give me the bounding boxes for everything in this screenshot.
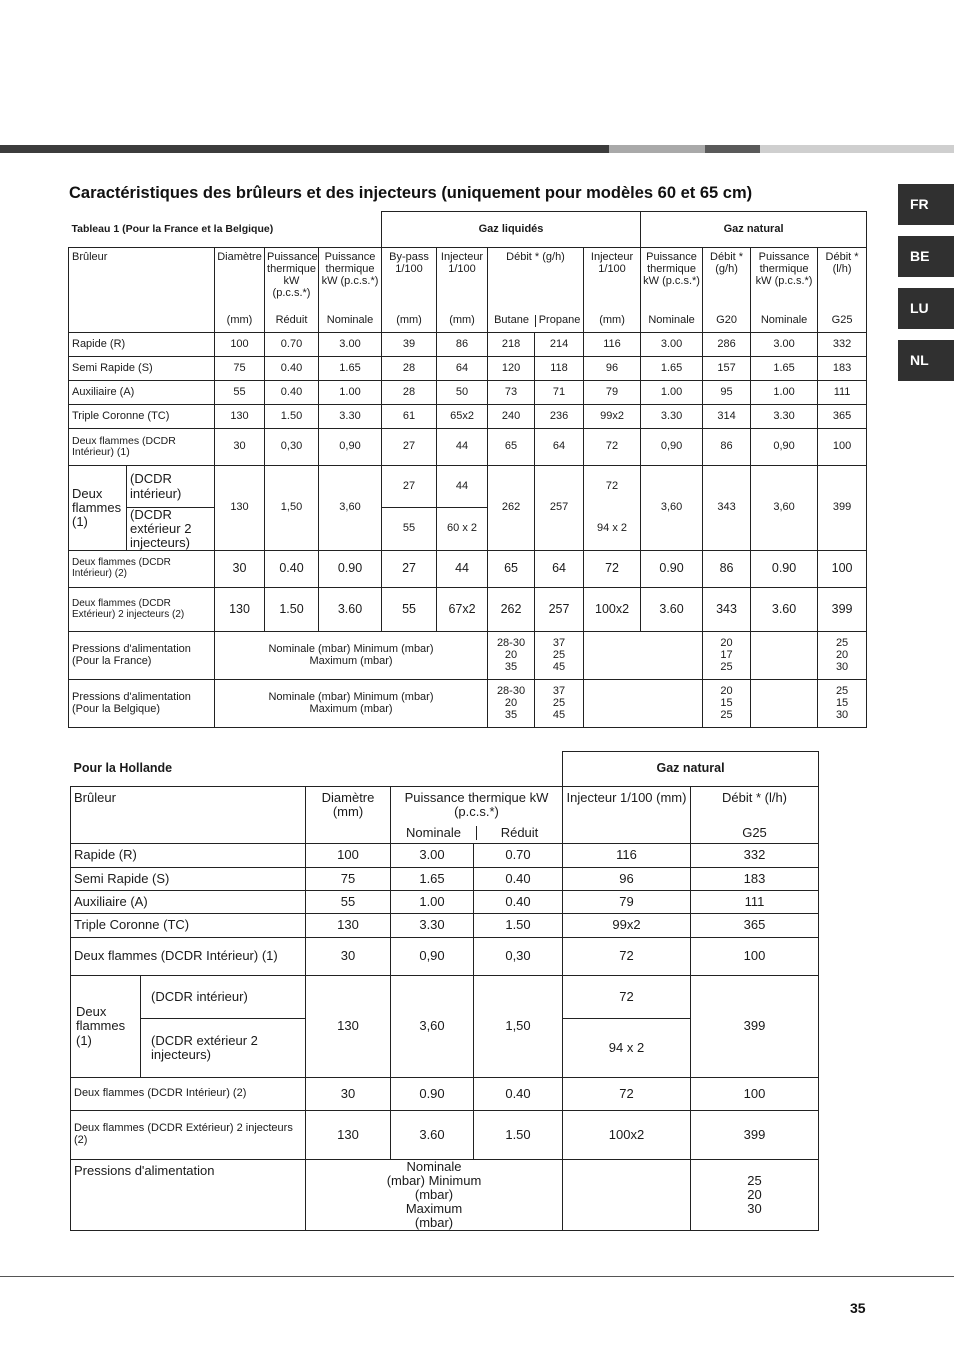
table-row <box>69 333 867 357</box>
row-label: Deux flammes (1) <box>69 466 127 551</box>
table-row <box>69 680 867 728</box>
pressure-value: 35 <box>504 660 518 673</box>
group-header-ng: Gaz natural <box>563 752 819 787</box>
table-cell: 218 <box>488 333 535 357</box>
col-header-text: Puissance thermique kW (p.c.s.*) <box>643 251 700 287</box>
table-cell: 94 x 2 <box>563 1019 691 1078</box>
col-header-reduit: Réduit <box>500 824 539 840</box>
pressure-value: 25 <box>747 1173 762 1189</box>
table-cell <box>535 632 584 680</box>
table-cell: 39 <box>382 333 437 357</box>
col-header-unit: G20 <box>716 314 737 327</box>
col-header-text: Puissance thermique kW (p.c.s.*) <box>267 251 318 299</box>
pressure-value: 37 <box>552 636 566 649</box>
table-cell: 44 <box>437 429 488 466</box>
group-header-lpg: Gaz liquidés <box>382 212 641 248</box>
table-cell: 3.00 <box>641 333 703 357</box>
table-cell: 100 <box>691 1078 819 1111</box>
pressure-value: 30 <box>747 1201 762 1217</box>
pressure-value: 15 <box>720 696 733 709</box>
table-cell <box>751 632 818 680</box>
table-cell: 0.90 <box>319 551 382 588</box>
pressure-value: 25 <box>835 636 849 649</box>
table-cell: 95 <box>703 381 751 405</box>
table-cell: 100x2 <box>563 1111 691 1160</box>
col-header-text: Puissance thermique kW (p.c.s.*) <box>321 251 379 287</box>
table-cell: 399 <box>691 1111 819 1160</box>
table-cell <box>535 680 584 728</box>
table-cell: 0.90 <box>641 551 703 588</box>
col-header-bruleur: Brûleur <box>69 248 215 333</box>
table-row <box>69 357 867 381</box>
table-cell <box>691 1160 819 1231</box>
table-cell: 79 <box>563 891 691 914</box>
table-cell: 60 x 2 <box>437 508 488 551</box>
col-header-text: Diamètre <box>217 251 262 263</box>
pressure-value: 28-30 <box>496 684 526 697</box>
table-cell: 0.70 <box>265 333 319 357</box>
table-cell: 332 <box>691 844 819 868</box>
table-cell: 3.30 <box>319 405 382 429</box>
row-label: Rapide (R) <box>71 844 306 868</box>
table-cell: 0.90 <box>751 551 818 588</box>
table-cell: 314 <box>703 405 751 429</box>
row-label: Triple Coronne (TC) <box>71 914 306 938</box>
table-cell: 61 <box>382 405 437 429</box>
pressure-value: 30 <box>835 660 849 673</box>
table-cell: 111 <box>691 891 819 914</box>
table-cell: 3,60 <box>751 466 818 551</box>
table-cell: 64 <box>437 357 488 381</box>
table-cell: 1.65 <box>641 357 703 381</box>
header-bar-dark2 <box>705 145 760 153</box>
pressure-value: 25 <box>552 648 566 661</box>
col-header-unit: Nominale <box>760 314 808 327</box>
table-cell: 99x2 <box>563 914 691 938</box>
table-cell: 28 <box>382 381 437 405</box>
table-cell: 96 <box>584 357 641 381</box>
pressure-value: 45 <box>552 660 566 673</box>
table-cell: 55 <box>306 891 391 914</box>
table-cell: 0.40 <box>474 891 563 914</box>
col-header-unit: G25 <box>742 824 767 840</box>
col-header-ng-injecteur <box>584 248 641 333</box>
row-label: Auxiliaire (A) <box>69 381 215 405</box>
table-cell: 3,60 <box>641 466 703 551</box>
col-header-text: Puissance thermique kW (p.c.s.*) <box>404 790 549 820</box>
table-cell: 30 <box>215 429 265 466</box>
table-cell: 3.30 <box>391 914 474 938</box>
col-header-puissance <box>391 787 563 844</box>
col-header-diametre: Diamètre (mm) <box>306 787 391 844</box>
row-sublabel: (DCDR intérieur) <box>127 466 215 508</box>
pressure-value: 25 <box>720 708 733 721</box>
table-cell: 65 <box>488 429 535 466</box>
col-header-text: Débit * (g/h) <box>506 251 565 263</box>
col-header-unit: Réduit <box>275 314 308 327</box>
table-cell: 50 <box>437 381 488 405</box>
table-cell: 30 <box>306 938 391 976</box>
col-header-debit <box>488 248 584 333</box>
table-cell: 183 <box>691 868 819 891</box>
pressure-names: Nominale (mbar) Minimum (mbar) Maximum (mbar) <box>215 680 488 728</box>
table-cell: 65 <box>488 551 535 588</box>
table-cell: 64 <box>535 551 584 588</box>
col-header-injecteur: Injecteur 1/100 (mm) <box>563 787 691 844</box>
table-cell: 65x2 <box>437 405 488 429</box>
table-cell: 79 <box>584 381 641 405</box>
table-cell: 118 <box>535 357 584 381</box>
table-cell: 0,90 <box>319 429 382 466</box>
col-header-diametre <box>215 248 265 333</box>
tab-lu[interactable]: LU <box>898 288 954 329</box>
table-cell: 0,90 <box>641 429 703 466</box>
table-cell: 44 <box>437 551 488 588</box>
col-header-ng-debit-g20 <box>703 248 751 333</box>
col-header-nominale: Nominale <box>391 826 477 840</box>
col-header-unit: G25 <box>831 314 853 327</box>
table-cell: 0.40 <box>265 357 319 381</box>
tab-fr[interactable]: FR <box>898 184 954 225</box>
pressure-value: 25 <box>835 684 849 697</box>
pressure-value: 20 <box>504 648 518 661</box>
table-cell: 0.40 <box>474 1078 563 1111</box>
table-cell: 1.00 <box>391 891 474 914</box>
row-label: Deux flammes (1) <box>71 976 141 1078</box>
col-header-text: Débit * (l/h) <box>721 790 788 805</box>
table-cell: 100 <box>215 333 265 357</box>
pressure-value: 20 <box>504 696 518 709</box>
table-cell: 130 <box>215 405 265 429</box>
table-cell: 286 <box>703 333 751 357</box>
pressure-value: 45 <box>552 708 566 721</box>
table-cell: 64 <box>535 429 584 466</box>
table-cell: 3.60 <box>391 1111 474 1160</box>
table-row <box>71 1111 819 1160</box>
table-cell: 1.50 <box>265 588 319 632</box>
table-cell: 0,30 <box>474 938 563 976</box>
table-cell: 257 <box>535 466 584 551</box>
table-cell: 27 <box>382 429 437 466</box>
row-sublabel: (DCDR extérieur 2 injecteurs) <box>127 508 215 551</box>
table-cell: 343 <box>703 588 751 632</box>
tab-be[interactable]: BE <box>898 236 954 277</box>
table-cell: 72 <box>584 466 641 508</box>
table-cell: 365 <box>691 914 819 938</box>
pressure-value: 25 <box>552 696 566 709</box>
table-cell: 1.00 <box>319 381 382 405</box>
table-cell: 96 <box>563 868 691 891</box>
table-cell: 55 <box>382 508 437 551</box>
table-cell: 100 <box>306 844 391 868</box>
row-label: Triple Coronne (TC) <box>69 405 215 429</box>
col-header-text: Puissance thermique kW (p.c.s.*) <box>755 251 813 287</box>
table-cell: 3.30 <box>641 405 703 429</box>
table-cell: 0,90 <box>751 429 818 466</box>
table-row <box>71 1078 819 1111</box>
table-row <box>71 976 819 1019</box>
table-cell: 75 <box>306 868 391 891</box>
col-header-bruleur: Brûleur <box>71 787 306 844</box>
page-title: Caractéristiques des brûleurs et des injecteurs (uniquement pour modèles 60 et 65 cm) <box>69 184 753 202</box>
table-cell: 130 <box>215 466 265 551</box>
table-cell <box>751 680 818 728</box>
table-cell: 3.60 <box>751 588 818 632</box>
table-cell: 67x2 <box>437 588 488 632</box>
table-cell: 130 <box>306 1111 391 1160</box>
table-cell: 100 <box>691 938 819 976</box>
table-cell: 30 <box>306 1078 391 1111</box>
header-bar-light <box>760 145 954 153</box>
page-number: 35 <box>850 1300 866 1316</box>
col-header-injecteur <box>437 248 488 333</box>
table-cell: 73 <box>488 381 535 405</box>
header-bar-dark <box>0 145 609 153</box>
table-cell: 1.65 <box>319 357 382 381</box>
table-cell <box>488 680 535 728</box>
table-cell: 332 <box>818 333 867 357</box>
table-cell: 1.00 <box>751 381 818 405</box>
col-header-puissance-reduit <box>265 248 319 333</box>
col-header-text: Injecteur 1/100 <box>440 251 484 275</box>
table-cell <box>563 1160 691 1231</box>
row-label: Semi Rapide (S) <box>71 868 306 891</box>
burner-table-netherlands <box>70 751 819 1231</box>
row-sublabel: (DCDR extérieur 2 injecteurs) <box>141 1019 306 1078</box>
table-cell: 1,50 <box>474 976 563 1078</box>
table-cell: 3,60 <box>319 466 382 551</box>
col-header-unit: (mm) <box>226 314 253 327</box>
row-label: Deux flammes (DCDR Extérieur) 2 injecteurs (2) <box>71 1111 306 1160</box>
row-label: Pressions d'alimentation <box>71 1160 306 1231</box>
table-cell <box>584 632 703 680</box>
table-cell: 1,50 <box>265 466 319 551</box>
pressure-value: 15 <box>835 696 849 709</box>
table-cell: 365 <box>818 405 867 429</box>
group-header-ng: Gaz natural <box>641 212 867 248</box>
col-header-unit: Nominale <box>326 314 374 327</box>
table-cell: 262 <box>488 588 535 632</box>
table-row <box>69 551 867 588</box>
language-tabs <box>898 184 954 392</box>
table-cell: 27 <box>382 466 437 508</box>
table-cell: 71 <box>535 381 584 405</box>
table-cell: 399 <box>818 466 867 551</box>
col-header-bypass <box>382 248 437 333</box>
table-cell: 3.30 <box>751 405 818 429</box>
table-cell: 3.00 <box>391 844 474 868</box>
table-cell <box>703 632 751 680</box>
table-cell: 72 <box>563 976 691 1019</box>
pressure-value: 25 <box>720 660 733 673</box>
table-cell: 75 <box>215 357 265 381</box>
col-header-unit: Nominale <box>648 314 695 327</box>
row-label: Pressions d'alimentation (Pour la France) <box>69 632 215 680</box>
row-sublabel: (DCDR intérieur) <box>141 976 306 1019</box>
table-row <box>69 632 867 680</box>
col-header-propane: Propane <box>538 314 581 327</box>
table-cell: 55 <box>215 381 265 405</box>
row-label: Deux flammes (DCDR Intérieur) (2) <box>69 551 215 588</box>
table-cell: 100 <box>818 551 867 588</box>
table-cell: 0.40 <box>265 551 319 588</box>
tab-nl[interactable]: NL <box>898 340 954 381</box>
table-cell <box>818 632 867 680</box>
row-label: Deux flammes (DCDR Extérieur) 2 injecteurs (2) <box>69 588 215 632</box>
table-cell: 0,90 <box>391 938 474 976</box>
table-cell: 72 <box>584 429 641 466</box>
table-cell: 1.65 <box>751 357 818 381</box>
col-header-ng-debit-g25 <box>818 248 867 333</box>
row-label: Deux flammes (DCDR Intérieur) (1) <box>69 429 215 466</box>
table-cell: 343 <box>703 466 751 551</box>
table-cell: 3.60 <box>641 588 703 632</box>
pressure-value: 30 <box>835 708 849 721</box>
table-cell: 214 <box>535 333 584 357</box>
table-cell <box>584 680 703 728</box>
table-cell: 262 <box>488 466 535 551</box>
pressure-value: 20 <box>747 1187 762 1203</box>
table-cell: 27 <box>382 551 437 588</box>
table-cell: 236 <box>535 405 584 429</box>
table-cell: 100x2 <box>584 588 641 632</box>
table-cell: 183 <box>818 357 867 381</box>
row-label: Semi Rapide (S) <box>69 357 215 381</box>
table-cell: 130 <box>306 976 391 1078</box>
col-header-unit: (mm) <box>396 314 422 327</box>
col-header-text: By-pass 1/100 <box>389 251 429 275</box>
col-header-puissance-nominale <box>319 248 382 333</box>
table-cell: 157 <box>703 357 751 381</box>
row-label: Deux flammes (DCDR Intérieur) (1) <box>71 938 306 976</box>
table-cell: 72 <box>563 938 691 976</box>
table-cell: 240 <box>488 405 535 429</box>
col-header-text: Débit * (l/h) <box>825 251 859 275</box>
pressure-value: 20 <box>835 648 849 661</box>
table-cell: 1.50 <box>265 405 319 429</box>
row-label: Auxiliaire (A) <box>71 891 306 914</box>
table-row <box>71 938 819 976</box>
table-cell: 130 <box>215 588 265 632</box>
table-cell: 86 <box>437 333 488 357</box>
table-cell: 100 <box>818 429 867 466</box>
table-row <box>71 868 819 891</box>
table-row <box>69 429 867 466</box>
pressure-value: 20 <box>720 684 733 697</box>
table-row <box>71 844 819 868</box>
table-cell: 0.40 <box>265 381 319 405</box>
table-row <box>69 405 867 429</box>
table-cell: 94 x 2 <box>584 508 641 551</box>
pressure-value: 20 <box>720 636 733 649</box>
table-cell: 30 <box>215 551 265 588</box>
row-label: Pressions d'alimentation (Pour la Belgique) <box>69 680 215 728</box>
table-cell: 0.70 <box>474 844 563 868</box>
table-row <box>71 891 819 914</box>
table-cell: 86 <box>703 551 751 588</box>
table-cell: 0,30 <box>265 429 319 466</box>
row-label: Deux flammes (DCDR Intérieur) (2) <box>71 1078 306 1111</box>
table-cell: 55 <box>382 588 437 632</box>
col-header-unit: (mm) <box>599 314 625 327</box>
table-cell: 3,60 <box>391 976 474 1078</box>
table-row <box>71 914 819 938</box>
col-header-butane: Butane <box>488 315 536 327</box>
table-cell: 72 <box>584 551 641 588</box>
table-cell: 3.60 <box>319 588 382 632</box>
table-cell: 1.65 <box>391 868 474 891</box>
table-cell: 1.50 <box>474 914 563 938</box>
table-row <box>69 381 867 405</box>
table-cell: 1.50 <box>474 1111 563 1160</box>
table-cell: 44 <box>437 466 488 508</box>
header-bar-mid <box>609 145 705 153</box>
table-cell: 116 <box>584 333 641 357</box>
table-cell: 99x2 <box>584 405 641 429</box>
burner-table-france-belgium <box>68 211 867 728</box>
footer-divider <box>0 1276 954 1277</box>
table-cell: 72 <box>563 1078 691 1111</box>
table-cell: 0.40 <box>474 868 563 891</box>
col-header-ng-puissance-2 <box>751 248 818 333</box>
table-cell <box>488 632 535 680</box>
table-cell: 257 <box>535 588 584 632</box>
table-cell: 1.00 <box>641 381 703 405</box>
table-row <box>69 466 867 508</box>
table-caption: Tableau 1 (Pour la France et la Belgique) <box>71 222 274 235</box>
pressure-value: 35 <box>504 708 518 721</box>
pressure-value: 37 <box>552 684 566 697</box>
table-cell: 111 <box>818 381 867 405</box>
pressure-value: 28-30 <box>496 636 526 649</box>
table-cell <box>818 680 867 728</box>
table-row <box>69 588 867 632</box>
table-cell: 399 <box>691 976 819 1078</box>
pressure-names: Nominale (mbar) Minimum (mbar) Maximum (mbar) <box>306 1160 563 1231</box>
col-header-ng-puissance <box>641 248 703 333</box>
col-header-text: Injecteur 1/100 <box>590 251 634 275</box>
table-cell: 130 <box>306 914 391 938</box>
table-cell: 3.00 <box>319 333 382 357</box>
table-cell: 86 <box>703 429 751 466</box>
col-header-debit <box>691 787 819 844</box>
table-caption: Pour la Hollande <box>73 761 173 775</box>
table-cell <box>703 680 751 728</box>
row-label: Rapide (R) <box>69 333 215 357</box>
table-cell: 116 <box>563 844 691 868</box>
pressure-value: 17 <box>720 648 733 661</box>
table-cell: 120 <box>488 357 535 381</box>
table-cell: 0.90 <box>391 1078 474 1111</box>
table-cell: 28 <box>382 357 437 381</box>
table-cell: 399 <box>818 588 867 632</box>
col-header-unit: (mm) <box>449 314 475 327</box>
pressure-names: Nominale (mbar) Minimum (mbar) Maximum (mbar) <box>215 632 488 680</box>
table-cell: 3.00 <box>751 333 818 357</box>
col-header-text: Débit * (g/h) <box>710 251 744 275</box>
table-row <box>71 1160 819 1231</box>
